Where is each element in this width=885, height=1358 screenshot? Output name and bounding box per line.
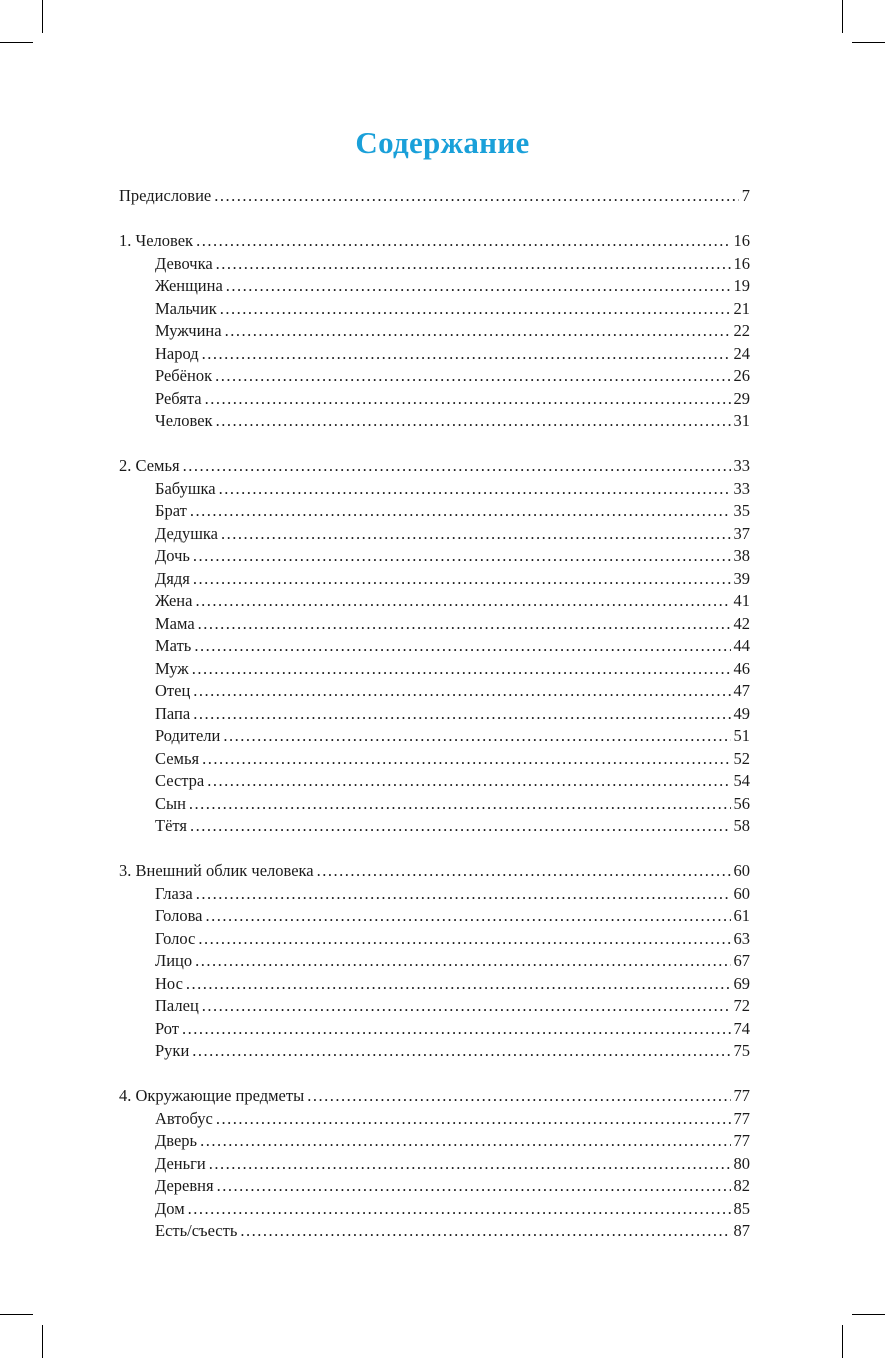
- table-of-contents: [119, 185, 750, 1265]
- toc-entry-page: 80: [733, 1153, 750, 1173]
- toc-subentry[interactable]: [119, 725, 750, 748]
- dot-leader: [216, 253, 731, 276]
- toc-entry-page: 77: [733, 1131, 750, 1150]
- toc-subentry[interactable]: [119, 545, 750, 568]
- dot-leader: [192, 658, 731, 681]
- toc-section-heading[interactable]: [119, 1085, 750, 1108]
- toc-entry-label: Голова: [155, 906, 203, 925]
- toc-entry-label: Брат: [155, 501, 187, 520]
- dot-leader: [195, 950, 730, 973]
- toc-entry-label: Мать: [155, 636, 192, 655]
- crop-mark: [852, 42, 885, 43]
- toc-subentry[interactable]: [119, 343, 750, 366]
- dot-leader: [240, 1220, 730, 1243]
- toc-entry-label: Предисловие: [119, 186, 212, 205]
- toc-entry-label: Руки: [155, 1041, 190, 1060]
- dot-leader: [220, 298, 731, 321]
- toc-entry-page: 41: [733, 591, 750, 610]
- toc-entry-label: Нос: [155, 973, 183, 993]
- toc-entry-label: 3. Внешний облик человека: [119, 861, 314, 880]
- toc-entry-page: 74: [733, 1018, 750, 1038]
- toc-entry-page: 60: [733, 883, 750, 903]
- toc-subentry[interactable]: [119, 1198, 750, 1221]
- dot-leader: [189, 793, 731, 816]
- toc-entry-page: 26: [733, 366, 750, 385]
- toc-entry-page: 77: [733, 1086, 750, 1105]
- toc-entry-label: Дочь: [155, 546, 190, 565]
- toc-section: [119, 1085, 750, 1243]
- toc-entry-label: Рот: [155, 1018, 180, 1038]
- toc-subentry[interactable]: [119, 703, 750, 726]
- crop-mark: [842, 1325, 843, 1358]
- toc-subentry[interactable]: [119, 770, 750, 793]
- dot-leader: [190, 815, 731, 838]
- dot-leader: [223, 725, 730, 748]
- toc-entry-page: 51: [733, 726, 750, 745]
- toc-subentry[interactable]: [119, 275, 750, 298]
- dot-leader: [193, 545, 731, 568]
- toc-entry-page: 24: [733, 343, 750, 363]
- toc-subentry[interactable]: [119, 1040, 750, 1063]
- dot-leader: [183, 455, 731, 478]
- toc-subentry[interactable]: [119, 298, 750, 321]
- toc-subentry[interactable]: [119, 388, 750, 411]
- toc-entry-label: Дядя: [155, 568, 190, 588]
- dot-leader: [193, 568, 731, 591]
- crop-mark: [852, 1314, 885, 1315]
- toc-entry-page: 87: [733, 1221, 750, 1240]
- dot-leader: [217, 1175, 731, 1198]
- toc-entry-label: Муж: [155, 658, 189, 678]
- toc-subentry[interactable]: [119, 815, 750, 838]
- dot-leader: [215, 365, 730, 388]
- toc-entry-label: Ребята: [155, 388, 202, 408]
- dot-leader: [317, 860, 731, 883]
- dot-leader: [192, 1040, 730, 1063]
- toc-entry-page: 63: [733, 928, 750, 948]
- toc-entry-label: Лицо: [155, 951, 193, 970]
- dot-leader: [205, 388, 731, 411]
- toc-entry-page: 31: [733, 411, 750, 430]
- dot-leader: [200, 1130, 730, 1153]
- toc-subentry[interactable]: [119, 793, 750, 816]
- toc-entry-page: 72: [733, 996, 750, 1015]
- toc-subentry[interactable]: [119, 905, 750, 928]
- toc-subentry[interactable]: [119, 1153, 750, 1176]
- toc-subentry[interactable]: [119, 500, 750, 523]
- toc-subentry[interactable]: [119, 995, 750, 1018]
- dot-leader: [225, 320, 731, 343]
- toc-entry-label: Родители: [155, 726, 221, 745]
- crop-mark: [0, 42, 33, 43]
- toc-entry-page: 7: [741, 186, 750, 205]
- dot-leader: [198, 613, 731, 636]
- toc-subentry[interactable]: [119, 478, 750, 501]
- dot-leader: [193, 703, 730, 726]
- dot-leader: [207, 770, 730, 793]
- toc-subentry[interactable]: [119, 748, 750, 771]
- dot-leader: [186, 973, 731, 996]
- dot-leader: [198, 928, 730, 951]
- dot-leader: [221, 523, 730, 546]
- toc-section-heading[interactable]: [119, 860, 750, 883]
- toc-entry-label: 2. Семья: [119, 456, 180, 475]
- toc-entry-label: Автобус: [155, 1108, 213, 1128]
- dot-leader: [190, 500, 731, 523]
- toc-subentry[interactable]: [119, 1018, 750, 1041]
- dot-leader: [202, 343, 731, 366]
- toc-entry-label: Сын: [155, 793, 186, 813]
- toc-subentry[interactable]: [119, 365, 750, 388]
- dot-leader: [188, 1198, 731, 1221]
- toc-entry-label: Бабушка: [155, 478, 216, 498]
- toc-entry-page: 47: [733, 681, 750, 700]
- toc-entry-label: Жена: [155, 591, 193, 610]
- toc-entry-label: Глаза: [155, 883, 193, 903]
- toc-entry-label: Женщина: [155, 276, 223, 295]
- toc-entry-label: Сестра: [155, 771, 205, 790]
- dot-leader: [196, 883, 731, 906]
- toc-entry-page: 16: [733, 231, 750, 250]
- toc-entry-page: 69: [733, 973, 750, 993]
- toc-entry-label: Ребёнок: [155, 366, 213, 385]
- toc-subentry[interactable]: [119, 658, 750, 681]
- toc-entry-label: Деньги: [155, 1153, 206, 1173]
- toc-section: [119, 860, 750, 1063]
- toc-entry-label: Народ: [155, 343, 199, 363]
- dot-leader: [194, 635, 730, 658]
- toc-entry-label: 1. Человек: [119, 231, 194, 250]
- toc-entry-page: 38: [733, 546, 750, 565]
- crop-mark: [42, 0, 43, 33]
- dot-leader: [307, 1085, 730, 1108]
- toc-entry-page: 67: [733, 951, 750, 970]
- toc-entry-label: Семья: [155, 748, 200, 768]
- toc-entry-label: Есть/съесть: [155, 1221, 238, 1240]
- toc-entry-label: Отец: [155, 681, 191, 700]
- dot-leader: [209, 1153, 731, 1176]
- dot-leader: [216, 1108, 731, 1131]
- toc-section: [119, 230, 750, 433]
- dot-leader: [182, 1018, 730, 1041]
- toc-entry-page: 42: [733, 613, 750, 633]
- crop-mark: [0, 1314, 33, 1315]
- toc-subentry[interactable]: [119, 680, 750, 703]
- toc-entry-page: 16: [733, 253, 750, 273]
- toc-entry-label: Мама: [155, 613, 195, 633]
- toc-section: [119, 455, 750, 838]
- dot-leader: [216, 410, 731, 433]
- toc-entry-label: Голос: [155, 928, 196, 948]
- dot-leader: [206, 905, 731, 928]
- toc-entry-label: Деревня: [155, 1176, 214, 1195]
- toc-entry-label: 4. Окружающие предметы: [119, 1086, 305, 1105]
- toc-entry-page: 35: [733, 501, 750, 520]
- toc-entry-page: 44: [733, 636, 750, 655]
- toc-entry-label: Мужчина: [155, 321, 222, 340]
- toc-preface: [119, 185, 750, 208]
- toc-entry-page: 54: [733, 771, 750, 790]
- toc-subentry[interactable]: [119, 1108, 750, 1131]
- toc-section-heading[interactable]: [119, 230, 750, 253]
- toc-subentry[interactable]: [119, 973, 750, 996]
- dot-leader: [219, 478, 731, 501]
- toc-subentry[interactable]: [119, 613, 750, 636]
- toc-entry-label: Палец: [155, 996, 199, 1015]
- toc-section-heading[interactable]: [119, 455, 750, 478]
- toc-entry-label: Девочка: [155, 253, 213, 273]
- toc-entry-page: 21: [733, 298, 750, 318]
- toc-subentry[interactable]: [119, 568, 750, 591]
- dot-leader: [196, 230, 730, 253]
- toc-entry-page: 37: [733, 523, 750, 543]
- toc-subentry[interactable]: [119, 590, 750, 613]
- toc-entry-page: 60: [733, 861, 750, 880]
- dot-leader: [202, 995, 731, 1018]
- toc-entry-page: 85: [733, 1198, 750, 1218]
- toc-subentry[interactable]: [119, 320, 750, 343]
- toc-entry-page: 75: [733, 1041, 750, 1060]
- toc-subentry[interactable]: [119, 410, 750, 433]
- toc-entry-page: 22: [733, 321, 750, 340]
- page-title: Содержание: [355, 125, 530, 160]
- toc-entry-label: Мальчик: [155, 298, 217, 318]
- toc-entry-page: 29: [733, 388, 750, 408]
- toc-entry-page: 77: [733, 1108, 750, 1128]
- toc-entry-page: 33: [733, 478, 750, 498]
- toc-entry-page: 56: [733, 793, 750, 813]
- toc-entry-page: 58: [733, 816, 750, 835]
- dot-leader: [193, 680, 730, 703]
- toc-subentry[interactable]: [119, 253, 750, 276]
- toc-subentry[interactable]: [119, 1130, 750, 1153]
- toc-entry-label: Тётя: [155, 816, 187, 835]
- toc-subentry[interactable]: [119, 950, 750, 973]
- toc-entry-page: 49: [733, 703, 750, 723]
- toc-entry-page: 52: [733, 748, 750, 768]
- toc-entry-page: 39: [733, 568, 750, 588]
- dot-leader: [202, 748, 730, 771]
- toc-entry-page: 61: [733, 906, 750, 925]
- toc-entry-label: Дедушка: [155, 523, 219, 543]
- toc-subentry[interactable]: [119, 883, 750, 906]
- toc-entry[interactable]: [119, 185, 750, 208]
- toc-entry-page: 19: [733, 276, 750, 295]
- dot-leader: [214, 185, 739, 208]
- dot-leader: [195, 590, 730, 613]
- toc-entry-label: Человек: [155, 411, 213, 430]
- toc-entry-label: Дверь: [155, 1131, 198, 1150]
- crop-mark: [42, 1325, 43, 1358]
- toc-entry-page: 33: [733, 456, 750, 475]
- toc-entry-label: Папа: [155, 703, 191, 723]
- toc-entry-page: 82: [733, 1176, 750, 1195]
- toc-subentry[interactable]: [119, 635, 750, 658]
- toc-subentry[interactable]: [119, 928, 750, 951]
- crop-mark: [842, 0, 843, 33]
- toc-subentry[interactable]: [119, 1175, 750, 1198]
- toc-subentry[interactable]: [119, 1220, 750, 1243]
- toc-subentry[interactable]: [119, 523, 750, 546]
- toc-entry-label: Дом: [155, 1198, 185, 1218]
- dot-leader: [226, 275, 731, 298]
- toc-entry-page: 46: [733, 658, 750, 678]
